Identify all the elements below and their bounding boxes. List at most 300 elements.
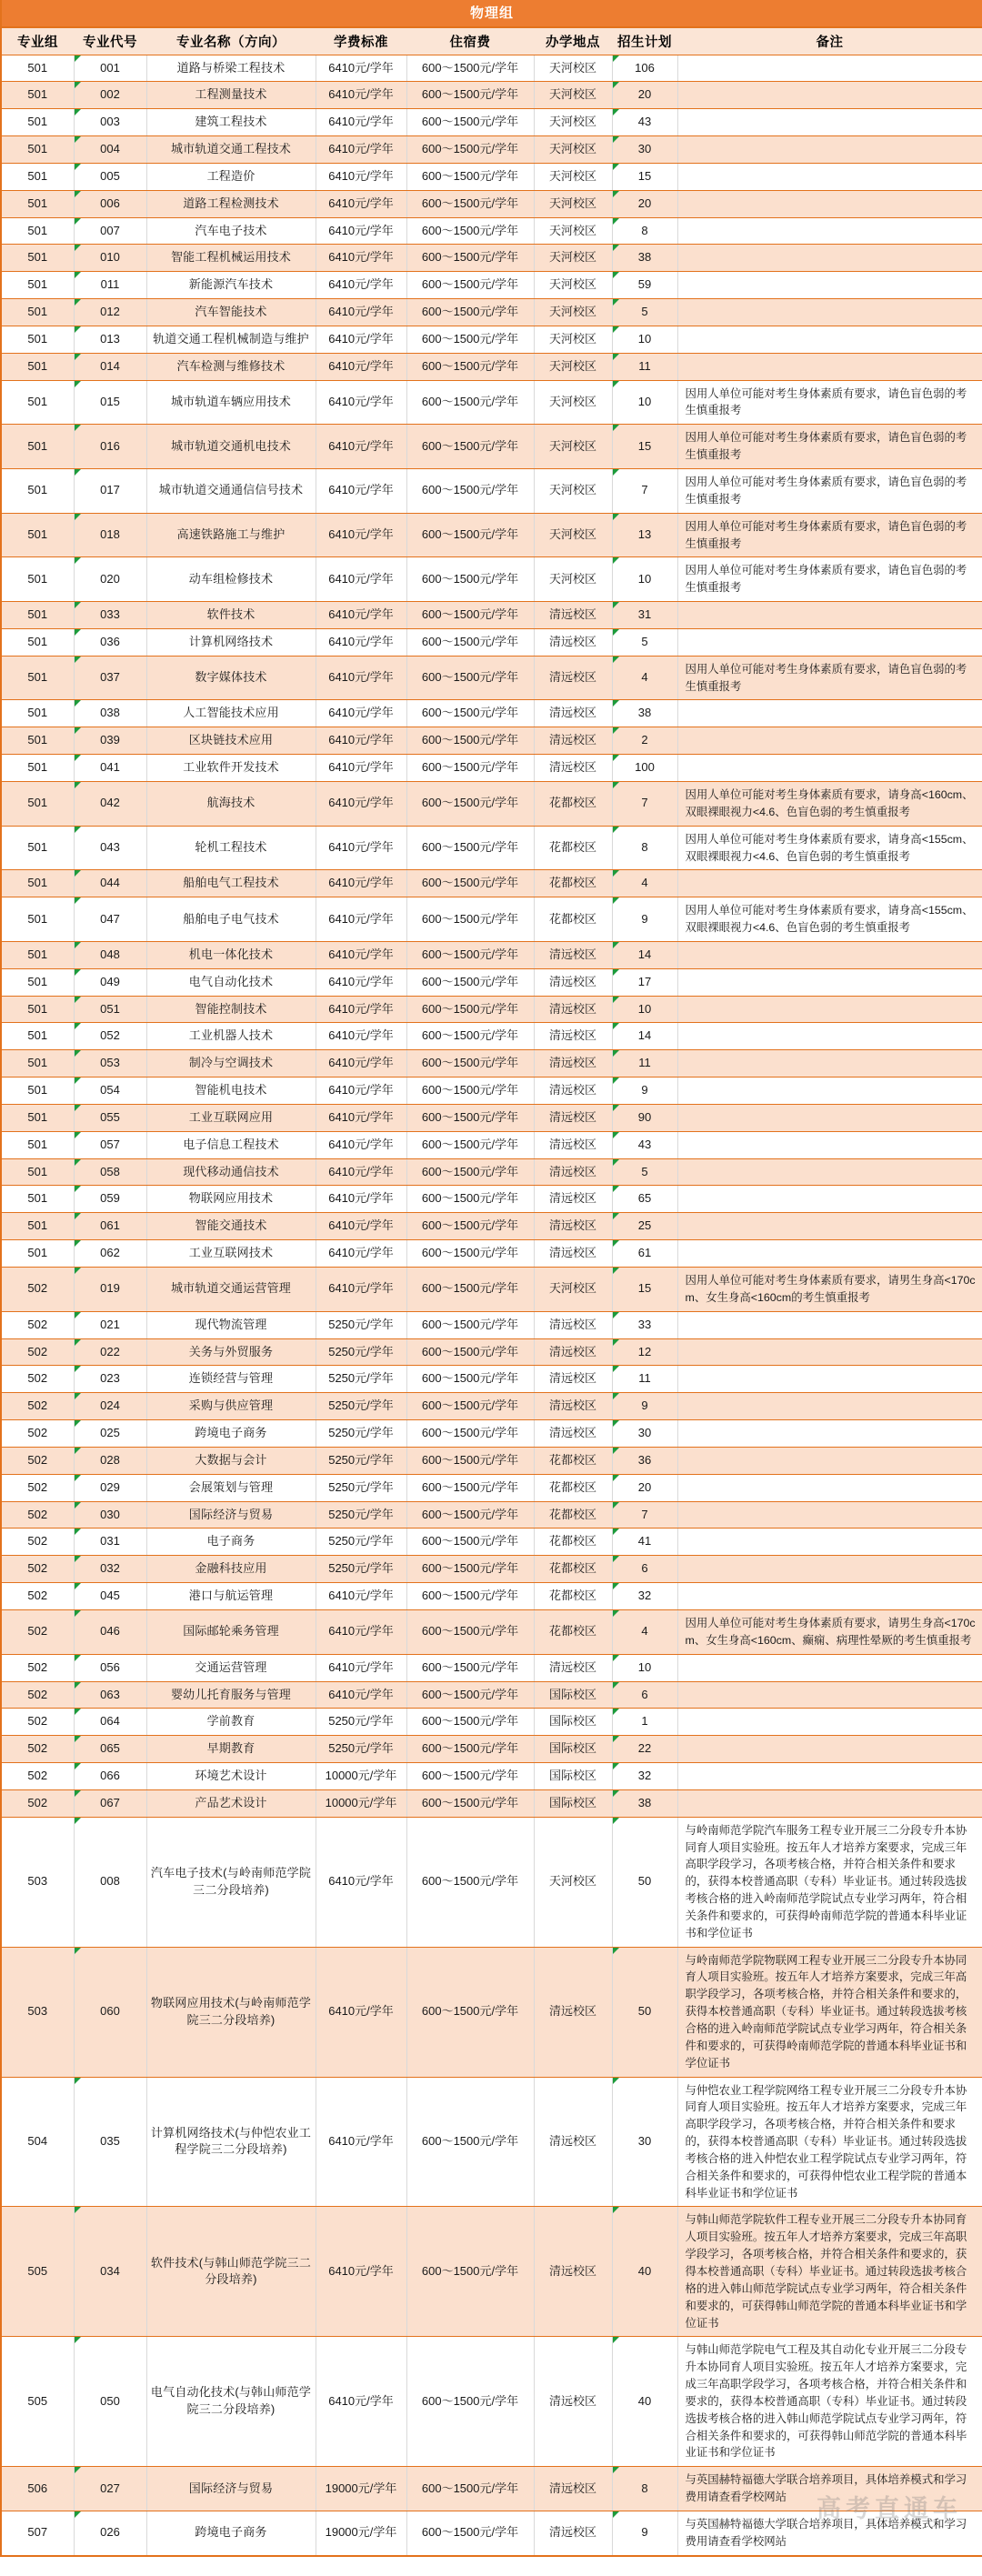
cell-dorm-fee: 600～1500元/学年 <box>406 136 534 164</box>
cell-dorm-fee: 600～1500元/学年 <box>406 1268 534 1312</box>
cell-major-name: 软件技术 <box>146 602 316 629</box>
corner-marker-icon <box>75 55 81 62</box>
cell-major-code: 027 <box>74 2467 146 2511</box>
cell-enroll-quota: 32 <box>612 1763 677 1790</box>
table-row <box>1 513 982 557</box>
cell-major-code: 052 <box>74 1023 146 1050</box>
table-title: 物理组 <box>1 0 982 27</box>
cell-major-code: 008 <box>74 1817 146 1947</box>
table-row <box>1 1131 982 1158</box>
cell-enroll-quota: 10 <box>612 996 677 1023</box>
cell-major-code: 062 <box>74 1240 146 1268</box>
cell-major-group: 501 <box>1 469 74 514</box>
cell-major-code: 034 <box>74 2207 146 2337</box>
corner-marker-icon <box>75 870 81 877</box>
cell-dorm-fee: 600～1500元/学年 <box>406 1529 534 1556</box>
cell-enroll-quota: 6 <box>612 1556 677 1583</box>
cell-major-group: 501 <box>1 755 74 782</box>
cell-major-code: 031 <box>74 1529 146 1556</box>
cell-dorm-fee: 600～1500元/学年 <box>406 557 534 602</box>
table-row <box>1 781 982 826</box>
cell-remark <box>677 1393 982 1420</box>
corner-marker-icon <box>75 700 81 707</box>
cell-dorm-fee: 600～1500元/学年 <box>406 1817 534 1947</box>
cell-major-code: 012 <box>74 299 146 326</box>
cell-tuition: 6410元/学年 <box>316 2077 406 2207</box>
cell-tuition: 6410元/学年 <box>316 1947 406 2077</box>
corner-marker-icon <box>75 1186 81 1192</box>
cell-major-code: 006 <box>74 190 146 217</box>
cell-campus: 清远校区 <box>534 2511 612 2555</box>
cell-tuition: 5250元/学年 <box>316 1556 406 1583</box>
cell-dorm-fee: 600～1500元/学年 <box>406 996 534 1023</box>
corner-marker-icon <box>613 1186 619 1192</box>
cell-remark <box>677 1709 982 1736</box>
corner-marker-icon <box>613 557 619 564</box>
corner-marker-icon <box>75 2467 81 2473</box>
cell-major-group: 501 <box>1 82 74 109</box>
corner-marker-icon <box>75 1339 81 1346</box>
table-row <box>1 1420 982 1448</box>
cell-dorm-fee: 600～1500元/学年 <box>406 941 534 968</box>
cell-dorm-fee: 600～1500元/学年 <box>406 1763 534 1790</box>
cell-dorm-fee: 600～1500元/学年 <box>406 1474 534 1501</box>
cell-tuition: 6410元/学年 <box>316 628 406 656</box>
cell-tuition: 5250元/学年 <box>316 1447 406 1474</box>
cell-major-group: 502 <box>1 1609 74 1654</box>
corner-marker-icon <box>613 782 619 788</box>
cell-campus: 清远校区 <box>534 968 612 996</box>
corner-marker-icon <box>613 1078 619 1084</box>
cell-major-name: 汽车智能技术 <box>146 299 316 326</box>
cell-dorm-fee: 600～1500元/学年 <box>406 272 534 299</box>
cell-tuition: 6410元/学年 <box>316 897 406 942</box>
cell-enroll-quota: 59 <box>612 272 677 299</box>
corner-marker-icon <box>613 1420 619 1427</box>
cell-tuition: 6410元/学年 <box>316 700 406 727</box>
cell-campus: 天河校区 <box>534 190 612 217</box>
corner-marker-icon <box>613 272 619 278</box>
cell-remark <box>677 82 982 109</box>
cell-enroll-quota: 30 <box>612 2077 677 2207</box>
cell-major-group: 501 <box>1 870 74 897</box>
table-row <box>1 1050 982 1078</box>
cell-enroll-quota: 33 <box>612 1311 677 1338</box>
cell-major-group: 501 <box>1 353 74 380</box>
cell-major-group: 502 <box>1 1501 74 1529</box>
cell-dorm-fee: 600～1500元/学年 <box>406 245 534 272</box>
cell-dorm-fee: 600～1500元/学年 <box>406 55 534 82</box>
cell-remark <box>677 217 982 245</box>
cell-enroll-quota: 1 <box>612 1709 677 1736</box>
cell-major-group: 502 <box>1 1681 74 1709</box>
corner-marker-icon <box>613 1213 619 1219</box>
cell-major-name: 关务与外贸服务 <box>146 1338 316 1366</box>
cell-campus: 天河校区 <box>534 469 612 514</box>
cell-major-group: 501 <box>1 968 74 996</box>
cell-dorm-fee: 600～1500元/学年 <box>406 628 534 656</box>
cell-remark <box>677 1763 982 1790</box>
cell-enroll-quota: 20 <box>612 190 677 217</box>
table-row <box>1 163 982 190</box>
corner-marker-icon <box>613 1583 619 1589</box>
cell-remark <box>677 870 982 897</box>
corner-marker-icon <box>75 1312 81 1318</box>
cell-tuition: 6410元/学年 <box>316 353 406 380</box>
table-row <box>1 2511 982 2555</box>
cell-major-code: 043 <box>74 826 146 870</box>
cell-major-code: 033 <box>74 602 146 629</box>
cell-major-group: 502 <box>1 1654 74 1681</box>
table-row <box>1 1393 982 1420</box>
cell-major-group: 502 <box>1 1268 74 1312</box>
cell-major-group: 502 <box>1 1583 74 1610</box>
cell-dorm-fee: 600～1500元/学年 <box>406 1050 534 1078</box>
cell-major-name: 汽车电子技术 <box>146 217 316 245</box>
cell-major-group: 502 <box>1 1789 74 1817</box>
cell-enroll-quota: 20 <box>612 82 677 109</box>
cell-enroll-quota: 36 <box>612 1447 677 1474</box>
corner-marker-icon <box>75 1448 81 1454</box>
table-row <box>1 1789 982 1817</box>
cell-major-group: 501 <box>1 380 74 425</box>
cell-remark <box>677 1311 982 1338</box>
corner-marker-icon <box>75 1763 81 1769</box>
cell-remark: 因用人单位可能对考生身体素质有要求，请色盲色弱的考生慎重报考 <box>677 380 982 425</box>
cell-campus: 花都校区 <box>534 1529 612 1556</box>
cell-campus: 天河校区 <box>534 82 612 109</box>
cell-campus: 清远校区 <box>534 2077 612 2207</box>
cell-major-name: 国际邮轮乘务管理 <box>146 1609 316 1654</box>
cell-major-name: 婴幼儿托育服务与管理 <box>146 1681 316 1709</box>
cell-major-group: 501 <box>1 897 74 942</box>
cell-major-code: 047 <box>74 897 146 942</box>
corner-marker-icon <box>75 218 81 225</box>
table-row <box>1 1447 982 1474</box>
cell-dorm-fee: 600～1500元/学年 <box>406 2207 534 2337</box>
column-header-campus: 办学地点 <box>534 27 612 55</box>
cell-dorm-fee: 600～1500元/学年 <box>406 1681 534 1709</box>
cell-major-group: 501 <box>1 1186 74 1213</box>
cell-campus: 天河校区 <box>534 425 612 469</box>
cell-remark <box>677 1654 982 1681</box>
cell-major-name: 城市轨道交通通信信号技术 <box>146 469 316 514</box>
column-header-code: 专业代号 <box>74 27 146 55</box>
cell-remark <box>677 1186 982 1213</box>
cell-campus: 天河校区 <box>534 1268 612 1312</box>
cell-campus: 天河校区 <box>534 353 612 380</box>
cell-enroll-quota: 8 <box>612 2467 677 2511</box>
cell-enroll-quota: 12 <box>612 1338 677 1366</box>
table-row <box>1 700 982 727</box>
cell-remark <box>677 628 982 656</box>
cell-remark <box>677 1023 982 1050</box>
corner-marker-icon <box>613 870 619 877</box>
cell-major-group: 501 <box>1 1078 74 1105</box>
cell-campus: 天河校区 <box>534 380 612 425</box>
cell-dorm-fee: 600～1500元/学年 <box>406 469 534 514</box>
cell-dorm-fee: 600～1500元/学年 <box>406 1213 534 1240</box>
cell-campus: 清远校区 <box>534 2207 612 2337</box>
cell-tuition: 6410元/学年 <box>316 1583 406 1610</box>
cell-major-code: 049 <box>74 968 146 996</box>
cell-remark <box>677 1681 982 1709</box>
corner-marker-icon <box>613 1610 619 1617</box>
cell-campus: 清远校区 <box>534 1947 612 2077</box>
cell-major-name: 会展策划与管理 <box>146 1474 316 1501</box>
cell-major-group: 501 <box>1 163 74 190</box>
cell-enroll-quota: 7 <box>612 781 677 826</box>
cell-campus: 清远校区 <box>534 628 612 656</box>
cell-major-group: 501 <box>1 425 74 469</box>
cell-major-name: 工程测量技术 <box>146 82 316 109</box>
cell-campus: 清远校区 <box>534 996 612 1023</box>
corner-marker-icon <box>75 1393 81 1399</box>
corner-marker-icon <box>613 1790 619 1797</box>
cell-major-name: 学前教育 <box>146 1709 316 1736</box>
cell-remark: 与岭南师范学院汽车服务工程专业开展三二分段专升本协同育人项目实验班。按五年人才培养方案要求，完成三年高职学段学习，各项考核合格，并符合相关条件和要求的，获得本校普通高职（专科）毕业证书。通过转段选拔考核合格的进入岭南师范学院试点专业学习两年，符合相关条件和要求的，可获得岭南师范学院的普通本科毕业证书和学位证书 <box>677 1817 982 1947</box>
cell-remark <box>677 1158 982 1186</box>
cell-major-group: 501 <box>1 557 74 602</box>
cell-remark <box>677 968 982 996</box>
corner-marker-icon <box>75 1023 81 1029</box>
cell-remark <box>677 700 982 727</box>
cell-campus: 清远校区 <box>534 1023 612 1050</box>
cell-major-group: 506 <box>1 2467 74 2511</box>
cell-campus: 天河校区 <box>534 245 612 272</box>
cell-campus: 花都校区 <box>534 870 612 897</box>
corner-marker-icon <box>613 1023 619 1029</box>
cell-major-group: 502 <box>1 1420 74 1448</box>
corner-marker-icon <box>75 1790 81 1797</box>
cell-campus: 花都校区 <box>534 897 612 942</box>
cell-major-group: 501 <box>1 656 74 700</box>
cell-major-group: 502 <box>1 1763 74 1790</box>
cell-major-code: 051 <box>74 996 146 1023</box>
cell-enroll-quota: 7 <box>612 1501 677 1529</box>
cell-dorm-fee: 600～1500元/学年 <box>406 163 534 190</box>
cell-major-name: 国际经济与贸易 <box>146 2467 316 2511</box>
cell-enroll-quota: 40 <box>612 2337 677 2467</box>
cell-enroll-quota: 10 <box>612 1654 677 1681</box>
cell-major-code: 019 <box>74 1268 146 1312</box>
corner-marker-icon <box>75 82 81 88</box>
cell-tuition: 6410元/学年 <box>316 557 406 602</box>
corner-marker-icon <box>75 1213 81 1219</box>
corner-marker-icon <box>613 2467 619 2473</box>
cell-major-group: 501 <box>1 55 74 82</box>
cell-campus: 天河校区 <box>534 109 612 136</box>
cell-tuition: 6410元/学年 <box>316 826 406 870</box>
cell-major-name: 早期教育 <box>146 1736 316 1763</box>
cell-campus: 花都校区 <box>534 781 612 826</box>
cell-enroll-quota: 11 <box>612 1050 677 1078</box>
cell-major-code: 010 <box>74 245 146 272</box>
table-row <box>1 2077 982 2207</box>
cell-remark <box>677 326 982 353</box>
corner-marker-icon <box>613 897 619 904</box>
cell-major-name: 轨道交通工程机械制造与维护 <box>146 326 316 353</box>
cell-major-code: 045 <box>74 1583 146 1610</box>
cell-tuition: 6410元/学年 <box>316 1213 406 1240</box>
cell-campus: 清远校区 <box>534 700 612 727</box>
corner-marker-icon <box>75 1105 81 1111</box>
table-head <box>1 0 982 55</box>
cell-tuition: 6410元/学年 <box>316 326 406 353</box>
cell-major-name: 工程造价 <box>146 163 316 190</box>
cell-tuition: 10000元/学年 <box>316 1789 406 1817</box>
cell-tuition: 6410元/学年 <box>316 1104 406 1131</box>
corner-marker-icon <box>613 218 619 225</box>
corner-marker-icon <box>75 1420 81 1427</box>
cell-major-code: 011 <box>74 272 146 299</box>
cell-remark <box>677 1736 982 1763</box>
cell-campus: 天河校区 <box>534 513 612 557</box>
corner-marker-icon <box>613 1105 619 1111</box>
cell-major-name: 现代移动通信技术 <box>146 1158 316 1186</box>
cell-remark: 因用人单位可能对考生身体素质有要求，请色盲色弱的考生慎重报考 <box>677 469 982 514</box>
cell-tuition: 6410元/学年 <box>316 245 406 272</box>
cell-dorm-fee: 600～1500元/学年 <box>406 1311 534 1338</box>
cell-tuition: 6410元/学年 <box>316 109 406 136</box>
cell-major-name: 物联网应用技术 <box>146 1186 316 1213</box>
cell-major-group: 502 <box>1 1393 74 1420</box>
cell-major-code: 032 <box>74 1556 146 1583</box>
cell-remark <box>677 1366 982 1393</box>
cell-tuition: 5250元/学年 <box>316 1529 406 1556</box>
table-row <box>1 602 982 629</box>
corner-marker-icon <box>75 755 81 761</box>
corner-marker-icon <box>75 657 81 663</box>
cell-enroll-quota: 38 <box>612 245 677 272</box>
corner-marker-icon <box>613 299 619 306</box>
table-row <box>1 1654 982 1681</box>
table-row <box>1 1763 982 1790</box>
cell-enroll-quota: 106 <box>612 55 677 82</box>
cell-tuition: 6410元/学年 <box>316 272 406 299</box>
table-row <box>1 557 982 602</box>
cell-enroll-quota: 4 <box>612 1609 677 1654</box>
corner-marker-icon <box>75 1709 81 1715</box>
cell-dorm-fee: 600～1500元/学年 <box>406 1393 534 1420</box>
cell-major-code: 063 <box>74 1681 146 1709</box>
cell-campus: 清远校区 <box>534 1104 612 1131</box>
cell-campus: 清远校区 <box>534 656 612 700</box>
cell-major-code: 050 <box>74 2337 146 2467</box>
table-row <box>1 55 982 82</box>
cell-major-code: 037 <box>74 656 146 700</box>
cell-tuition: 6410元/学年 <box>316 602 406 629</box>
corner-marker-icon <box>75 2337 81 2343</box>
cell-dorm-fee: 600～1500元/学年 <box>406 1131 534 1158</box>
cell-enroll-quota: 90 <box>612 1104 677 1131</box>
cell-major-code: 007 <box>74 217 146 245</box>
cell-enroll-quota: 43 <box>612 109 677 136</box>
cell-major-group: 502 <box>1 1556 74 1583</box>
cell-major-code: 018 <box>74 513 146 557</box>
table-row <box>1 1501 982 1529</box>
cell-remark <box>677 1529 982 1556</box>
cell-major-group: 501 <box>1 136 74 164</box>
cell-remark <box>677 727 982 755</box>
corner-marker-icon <box>613 755 619 761</box>
cell-major-group: 501 <box>1 513 74 557</box>
cell-dorm-fee: 600～1500元/学年 <box>406 1583 534 1610</box>
cell-major-code: 067 <box>74 1789 146 1817</box>
cell-campus: 清远校区 <box>534 1366 612 1393</box>
table-row <box>1 109 982 136</box>
cell-remark <box>677 602 982 629</box>
cell-tuition: 6410元/学年 <box>316 163 406 190</box>
cell-remark <box>677 1583 982 1610</box>
cell-remark <box>677 353 982 380</box>
cell-enroll-quota: 50 <box>612 1817 677 1947</box>
corner-marker-icon <box>75 1610 81 1617</box>
cell-major-name: 软件技术(与韩山师范学院三二分段培养) <box>146 2207 316 2337</box>
cell-enroll-quota: 15 <box>612 1268 677 1312</box>
table-row <box>1 1474 982 1501</box>
cell-tuition: 6410元/学年 <box>316 1078 406 1105</box>
cell-major-code: 013 <box>74 326 146 353</box>
cell-tuition: 6410元/学年 <box>316 656 406 700</box>
cell-tuition: 6410元/学年 <box>316 781 406 826</box>
cell-enroll-quota: 4 <box>612 656 677 700</box>
corner-marker-icon <box>613 1736 619 1742</box>
cell-major-group: 501 <box>1 190 74 217</box>
cell-remark <box>677 272 982 299</box>
corner-marker-icon <box>613 969 619 976</box>
corner-marker-icon <box>613 381 619 387</box>
table-row <box>1 2207 982 2337</box>
cell-major-code: 055 <box>74 1104 146 1131</box>
corner-marker-icon <box>75 272 81 278</box>
cell-remark: 因用人单位可能对考生身体素质有要求，请身高<160cm、双眼裸眼视力<4.6、色盲色弱的考生慎重报考 <box>677 781 982 826</box>
cell-major-code: 025 <box>74 1420 146 1448</box>
table-row <box>1 136 982 164</box>
watermark: 高考直通车 <box>817 2494 962 2522</box>
cell-major-code: 023 <box>74 1366 146 1393</box>
column-header-name: 专业名称（方向） <box>146 27 316 55</box>
cell-major-name: 新能源汽车技术 <box>146 272 316 299</box>
cell-campus: 天河校区 <box>534 55 612 82</box>
cell-campus: 清远校区 <box>534 1393 612 1420</box>
table-row <box>1 870 982 897</box>
cell-tuition: 5250元/学年 <box>316 1338 406 1366</box>
cell-campus: 天河校区 <box>534 299 612 326</box>
cell-campus: 清远校区 <box>534 2467 612 2511</box>
cell-campus: 清远校区 <box>534 2337 612 2467</box>
cell-tuition: 6410元/学年 <box>316 870 406 897</box>
cell-campus: 国际校区 <box>534 1709 612 1736</box>
cell-major-name: 智能交通技术 <box>146 1213 316 1240</box>
cell-remark <box>677 190 982 217</box>
cell-campus: 清远校区 <box>534 1186 612 1213</box>
cell-tuition: 5250元/学年 <box>316 1420 406 1448</box>
cell-remark: 与韩山师范学院电气工程及其自动化专业开展三二分段专升本协同育人项目实验班。按五年人才培养方案要求，完成三年高职学段学习，各项考核合格，并符合相关条件和要求的，获得本校普通高职（专科）毕业证书。通过转段选拔考核合格的进入韩山师范学院试点专业学习两年，符合相关条件和要求的，可获得韩山师范学院的普通本科毕业证书和学位证书 <box>677 2337 982 2467</box>
cell-remark <box>677 1078 982 1105</box>
corner-marker-icon <box>613 827 619 833</box>
table-row <box>1 1240 982 1268</box>
cell-remark: 因用人单位可能对考生身体素质有要求，请色盲色弱的考生慎重报考 <box>677 557 982 602</box>
cell-dorm-fee: 600～1500元/学年 <box>406 513 534 557</box>
cell-dorm-fee: 600～1500元/学年 <box>406 1654 534 1681</box>
corner-marker-icon <box>613 1529 619 1535</box>
corner-marker-icon <box>613 1312 619 1318</box>
cell-major-group: 501 <box>1 602 74 629</box>
cell-dorm-fee: 600～1500元/学年 <box>406 1420 534 1448</box>
cell-enroll-quota: 7 <box>612 469 677 514</box>
cell-enroll-quota: 11 <box>612 353 677 380</box>
